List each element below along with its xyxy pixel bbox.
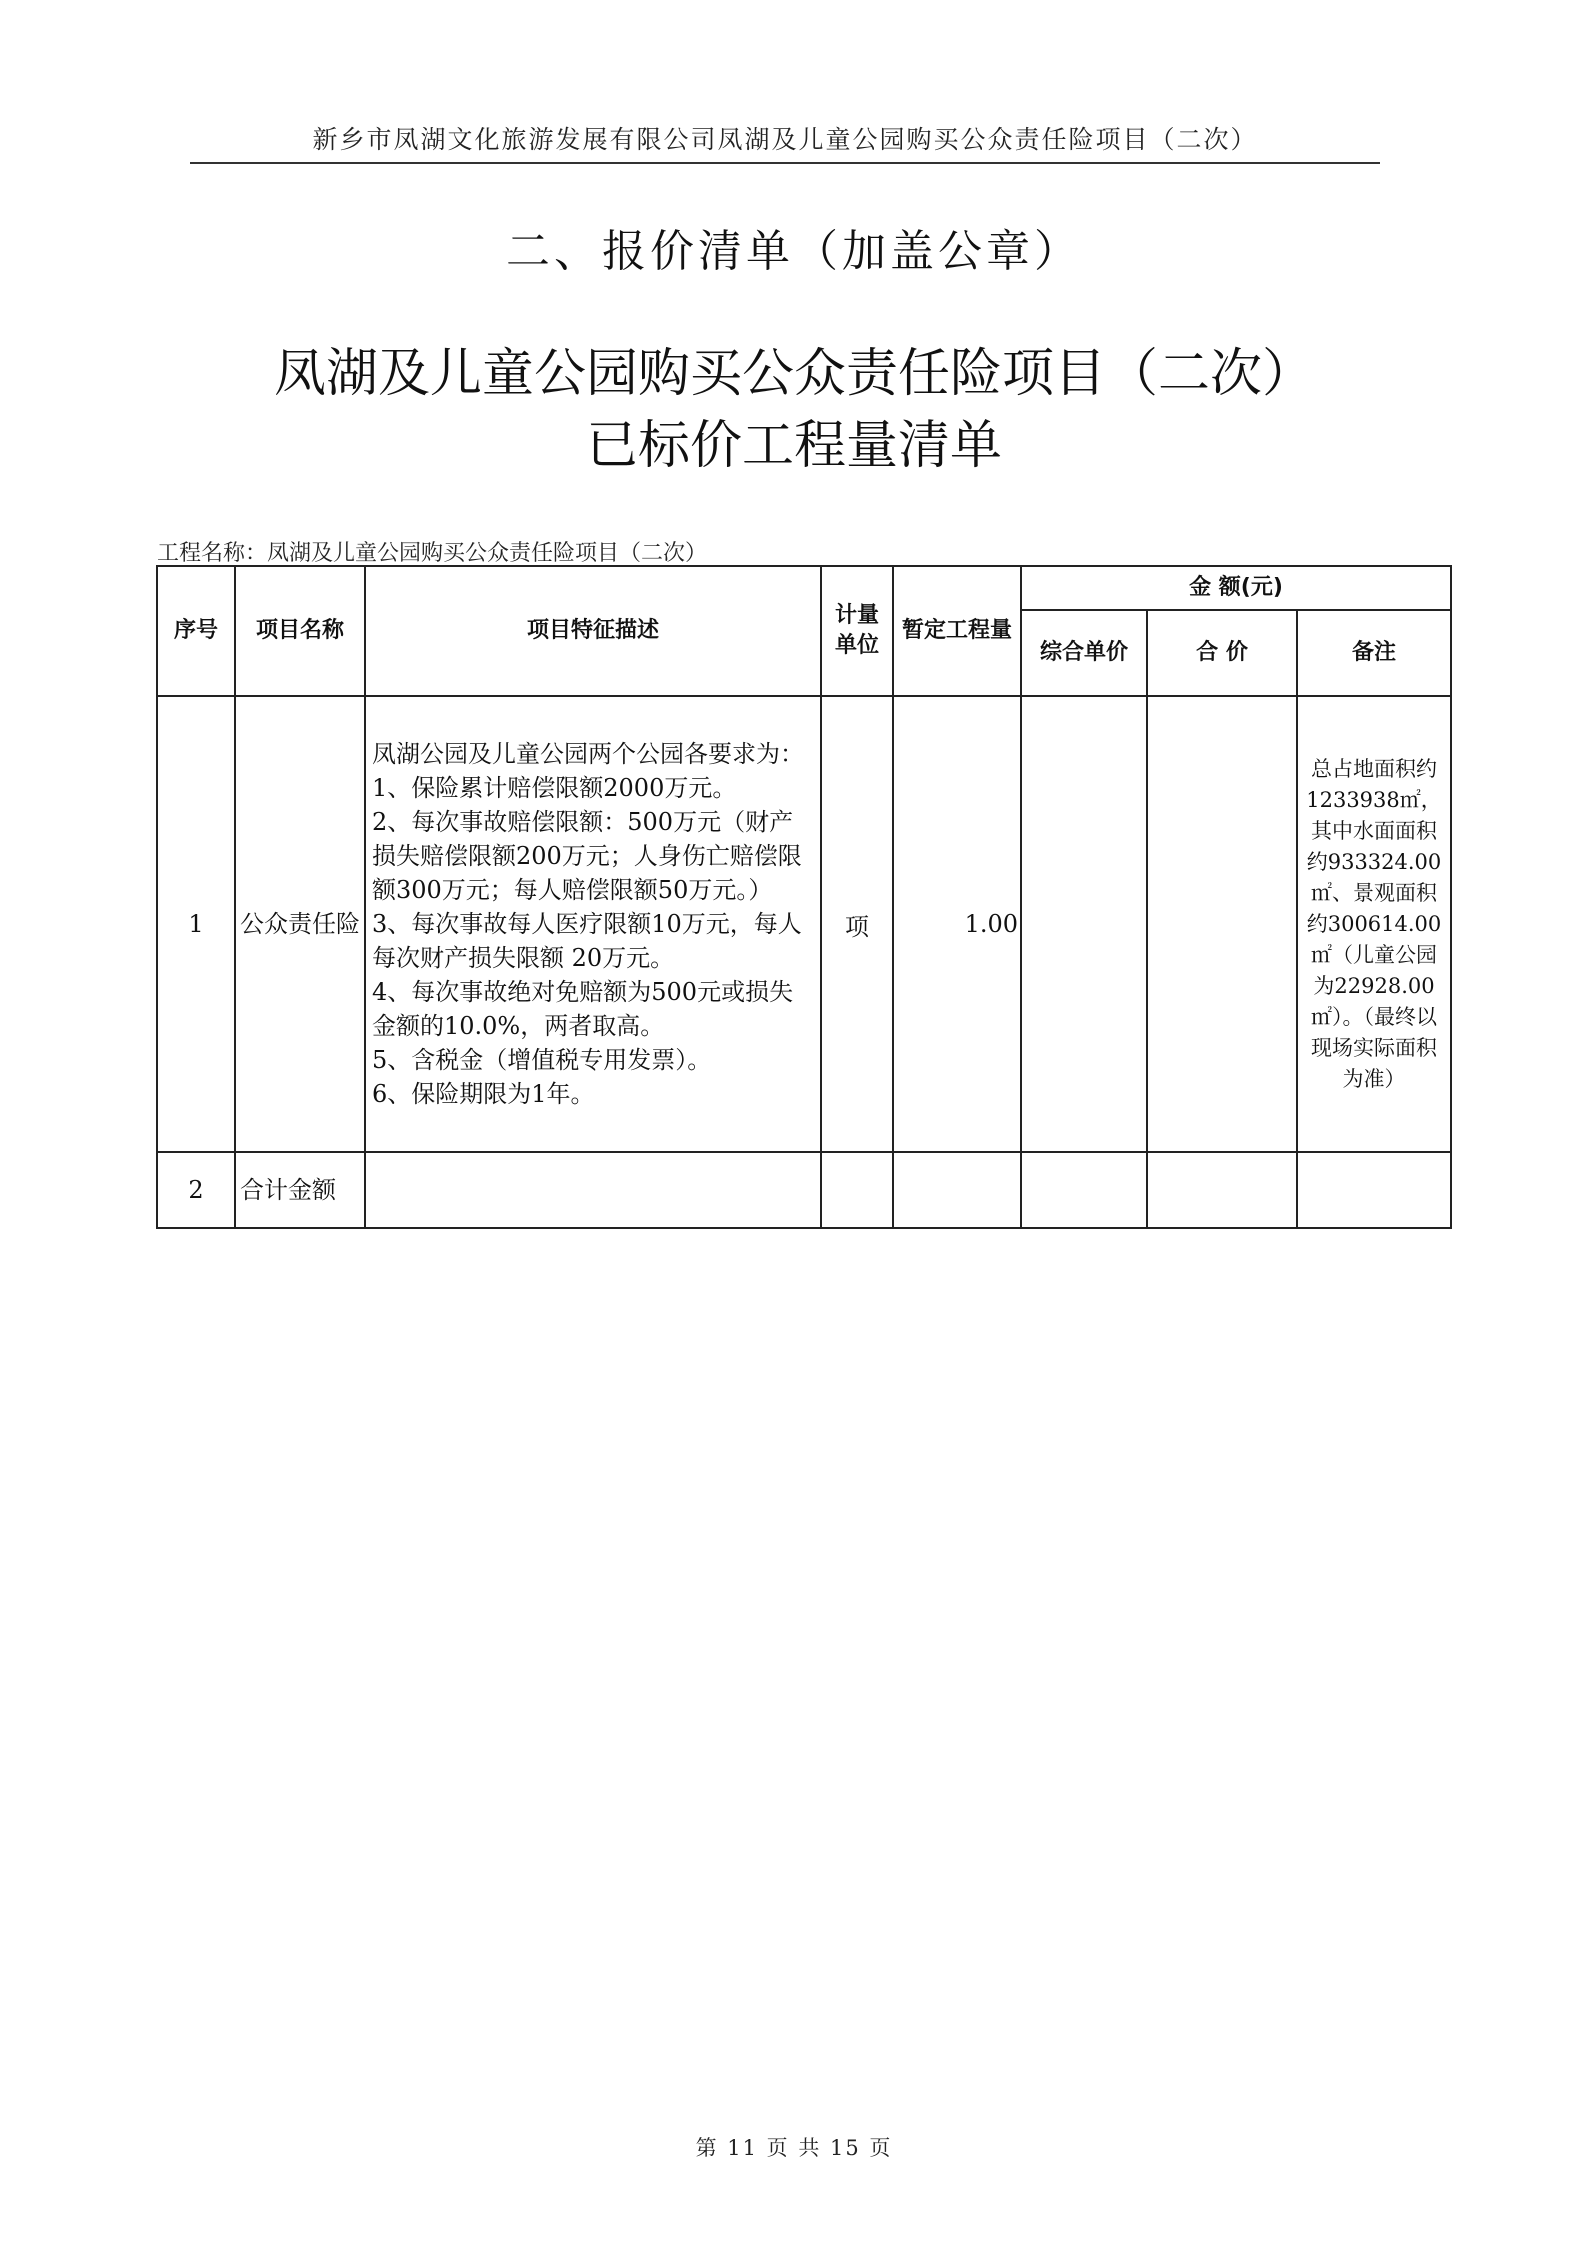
row-description — [365, 696, 821, 1152]
header-seq: 序号 — [157, 566, 235, 696]
row-description — [365, 1152, 821, 1228]
row-item-name: 公众责任险 — [235, 696, 365, 1152]
row-seq: 2 — [157, 1152, 235, 1228]
project-label: 工程名称：凤湖及儿童公园购买公众责任险项目（二次） — [157, 541, 708, 566]
description-line: 1、保险累计赔偿限额2000万元。 — [372, 774, 737, 802]
description-line: 2、每次事故赔偿限额：500万元（财产损失赔偿限额200万元；人身伤亡赔偿限额300万元；每人赔偿限额50万元。） — [372, 808, 802, 904]
header-row-1 — [157, 566, 1451, 610]
section-title: 二、报价清单（加盖公章） — [506, 226, 1082, 277]
header-remark: 备注 — [1297, 610, 1451, 696]
table-row — [157, 696, 1451, 1152]
row-unit: 项 — [821, 696, 893, 1152]
description-line: 4、每次事故绝对免赔额为500元或损失金额的10.0%，两者取高。 — [372, 978, 794, 1040]
row-quantity — [893, 1152, 1021, 1228]
description-line: 3、每次事故每人医疗限额10万元，每人每次财产损失限额 20万元。 — [372, 910, 802, 972]
row-unit — [821, 1152, 893, 1228]
header-description: 项目特征描述 — [365, 566, 821, 696]
row-item-name: 合计金额 — [235, 1152, 365, 1228]
main-title-line2: 已标价工程量清单 — [585, 416, 1002, 476]
page-footer: 第 11 页 共 15 页 — [695, 2136, 893, 2160]
header-unit-line2: 单位 — [834, 633, 879, 658]
row-seq: 1 — [157, 696, 235, 1152]
header-unit-line1: 计量 — [834, 603, 879, 628]
main-title-line1: 凤湖及儿童公园购买公众责任险项目（二次） — [273, 344, 1314, 404]
table-row — [157, 1152, 1451, 1228]
row-remark: 总占地面积约1233938㎡，其中水面面积约933324.00㎡、景观面积约300614.00㎡（儿童公园为22928.00㎡）。（最终以现场实际面积为准） — [1297, 696, 1451, 1152]
header-unit-price: 综合单价 — [1021, 610, 1147, 696]
row-unit-price — [1021, 1152, 1147, 1228]
header-quantity: 暂定工程量 — [893, 566, 1021, 696]
description-line: 5、含税金（增值税专用发票）。 — [372, 1046, 712, 1074]
row-unit-price — [1021, 696, 1147, 1152]
row-quantity: 1.00 — [893, 696, 1021, 1152]
row-total — [1147, 696, 1297, 1152]
row-remark — [1297, 1152, 1451, 1228]
header-total: 合 价 — [1147, 610, 1297, 696]
header-item-name: 项目名称 — [235, 566, 365, 696]
running-header: 新乡市凤湖文化旅游发展有限公司凤湖及儿童公园购买公众责任险项目（二次） — [312, 125, 1258, 154]
quote-table — [156, 565, 1452, 1229]
row-total — [1147, 1152, 1297, 1228]
header-amount-group: 金 额(元) — [1021, 566, 1451, 610]
header-rule — [190, 162, 1380, 164]
main-title — [0, 338, 1588, 482]
header-unit — [821, 566, 893, 696]
description-line: 6、保险期限为1年。 — [372, 1080, 595, 1108]
description-line: 凤湖公园及儿童公园两个公园各要求为： — [372, 740, 804, 768]
